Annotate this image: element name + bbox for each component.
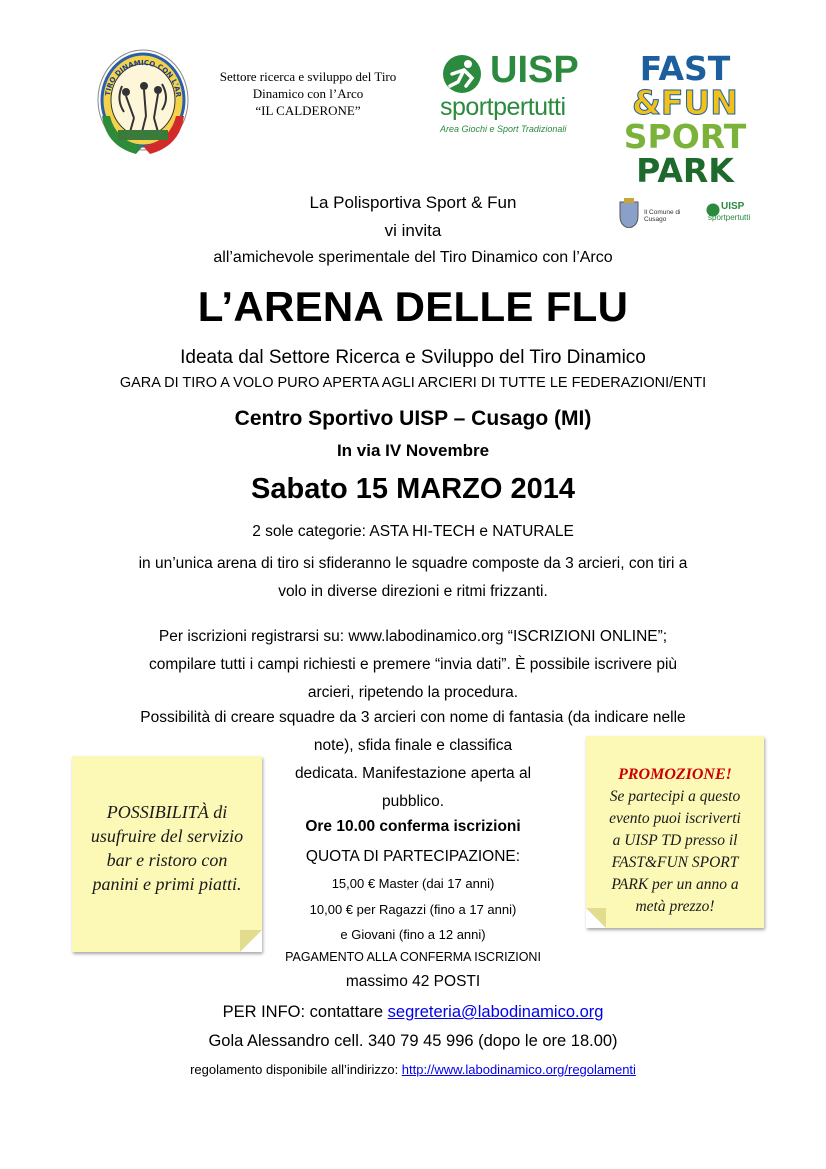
teams-line3: dedicata. Manifestazione aperta al [294, 765, 532, 782]
sticky-note-ristoro [72, 756, 262, 952]
quota-master: 15,00 € Master (dai 17 anni) [331, 876, 495, 891]
intro-event-type: all’amichevole sperimentale del Tiro Dinamico con l’Arco [213, 249, 613, 266]
rules-info [0, 1062, 826, 1077]
description [0, 550, 826, 606]
subtitle-ideata: Ideata dal Settore Ricerca e Sviluppo del Tiro Dinamico [180, 347, 646, 368]
confirm-time: Ore 10.00 conferma iscrizioni [305, 818, 521, 835]
teams-line2: note), sfida finale e classifica [313, 737, 513, 754]
quota-giovani: e Giovani (fino a 12 anni) [340, 927, 486, 942]
rules-label: regolamento disponibile all’indirizzo: [190, 1062, 402, 1077]
note-line: bar e ristoro con [106, 850, 228, 870]
ff-line: FAST [639, 49, 731, 88]
ff-line: &FUN [632, 83, 738, 122]
promo-line: FAST&FUN SPORT [611, 854, 739, 871]
info-contact [0, 1003, 826, 1022]
tiro-dinamico-seal-logo [96, 46, 190, 158]
teams-line4: pubblico. [381, 793, 445, 810]
registration-line: Per iscrizioni registrarsi su: www.labodinamico.org “ISCRIZIONI ONLINE”; [158, 628, 668, 645]
event-place: Centro Sportivo UISP – Cusago (MI) [234, 407, 592, 430]
ff-line: SPORT [623, 117, 747, 156]
sticky-note-promozione [586, 736, 764, 928]
uisp-logo [440, 48, 600, 143]
fast-fun-sport-park-logo [615, 49, 755, 192]
uisp-word: UISP [490, 49, 579, 91]
registration-line: compilare tutti i campi richiesti e premere “invia dati”. È possibile iscrivere più [148, 656, 678, 673]
rules-link[interactable]: http://www.labodinamico.org/regolamenti [401, 1062, 636, 1077]
categories: 2 sole categorie: ASTA HI-TECH e NATURALE [252, 523, 574, 540]
note-line: POSSIBILITÀ di [106, 802, 228, 822]
caption-line: “IL CALDERONE” [255, 103, 361, 118]
promo-heading: PROMOZIONE! [618, 766, 732, 783]
caption-line: Settore ricerca e sviluppo del Tiro [219, 69, 397, 84]
caption-line: Dinamico con l’Arco [252, 86, 364, 101]
intro-organizer: La Polisportiva Sport & Fun [309, 193, 517, 212]
subtitle-gara: GARA DI TIRO A VOLO PURO APERTA AGLI ARCIERI DI TUTTE LE FEDERAZIONI/ENTI [119, 375, 707, 391]
promo-line: metà prezzo! [635, 898, 715, 915]
quota-ragazzi: 10,00 € per Ragazzi (fino a 17 anni) [309, 902, 517, 917]
page-title: L’ARENA DELLE FLU [197, 283, 629, 330]
description-line: volo in diverse direzioni e ritmi frizzanti. [278, 583, 548, 600]
promo-line: evento puoi iscriverti [609, 810, 741, 827]
ff-line: PARK [636, 151, 734, 190]
uisp-small-word: UISP [721, 201, 745, 212]
note-fold [586, 908, 606, 928]
payment-note: PAGAMENTO ALLA CONFERMA ISCRIZIONI [285, 950, 541, 964]
comune-label: Il Comune di Cusago [644, 209, 681, 223]
teams-line1: Possibilità di creare squadre da 3 arcieri con nome di fantasia (da indicare nelle [140, 709, 686, 726]
uisp-small-tagline: sportpertutti [708, 213, 751, 222]
uisp-runner-icon [440, 52, 486, 94]
description-line: in un’unica arena di tiro si sfideranno le squadre composte da 3 arcieri, con tiri a [138, 555, 688, 572]
settore-ricerca-caption [202, 68, 414, 119]
seats-limit: massimo 42 POSTI [345, 973, 481, 990]
note-line: panini e primi piatti. [92, 874, 242, 894]
seal-text: TIRO DINAMICO CON L'AR [104, 58, 183, 98]
info-label: PER INFO: contattare [222, 1003, 388, 1021]
intro-invite: vi invita [384, 221, 442, 240]
promo-line: Se partecipi a questo [609, 788, 741, 805]
quota-label: QUOTA DI PARTECIPAZIONE: [305, 848, 521, 865]
event-date: Sabato 15 MARZO 2014 [251, 473, 575, 505]
registration-info [0, 623, 826, 707]
uisp-subtitle: Area Giochi e Sport Tradizionali [440, 124, 567, 134]
phone-contact: Gola Alessandro cell. 340 79 45 996 (dopo le ore 18.00) [208, 1032, 618, 1050]
registration-line: arcieri, ripetendo la procedura. [307, 684, 519, 701]
note-line: usufruire del servizio [90, 826, 244, 846]
promo-line: PARK per un anno a [611, 876, 739, 893]
promo-line: a UISP TD presso il [612, 832, 738, 849]
uisp-tagline: sportpertutti [440, 93, 566, 121]
email-link[interactable]: segreteria@labodinamico.org [387, 1003, 604, 1021]
note-fold [240, 930, 262, 952]
event-address: In via IV Novembre [336, 441, 490, 460]
